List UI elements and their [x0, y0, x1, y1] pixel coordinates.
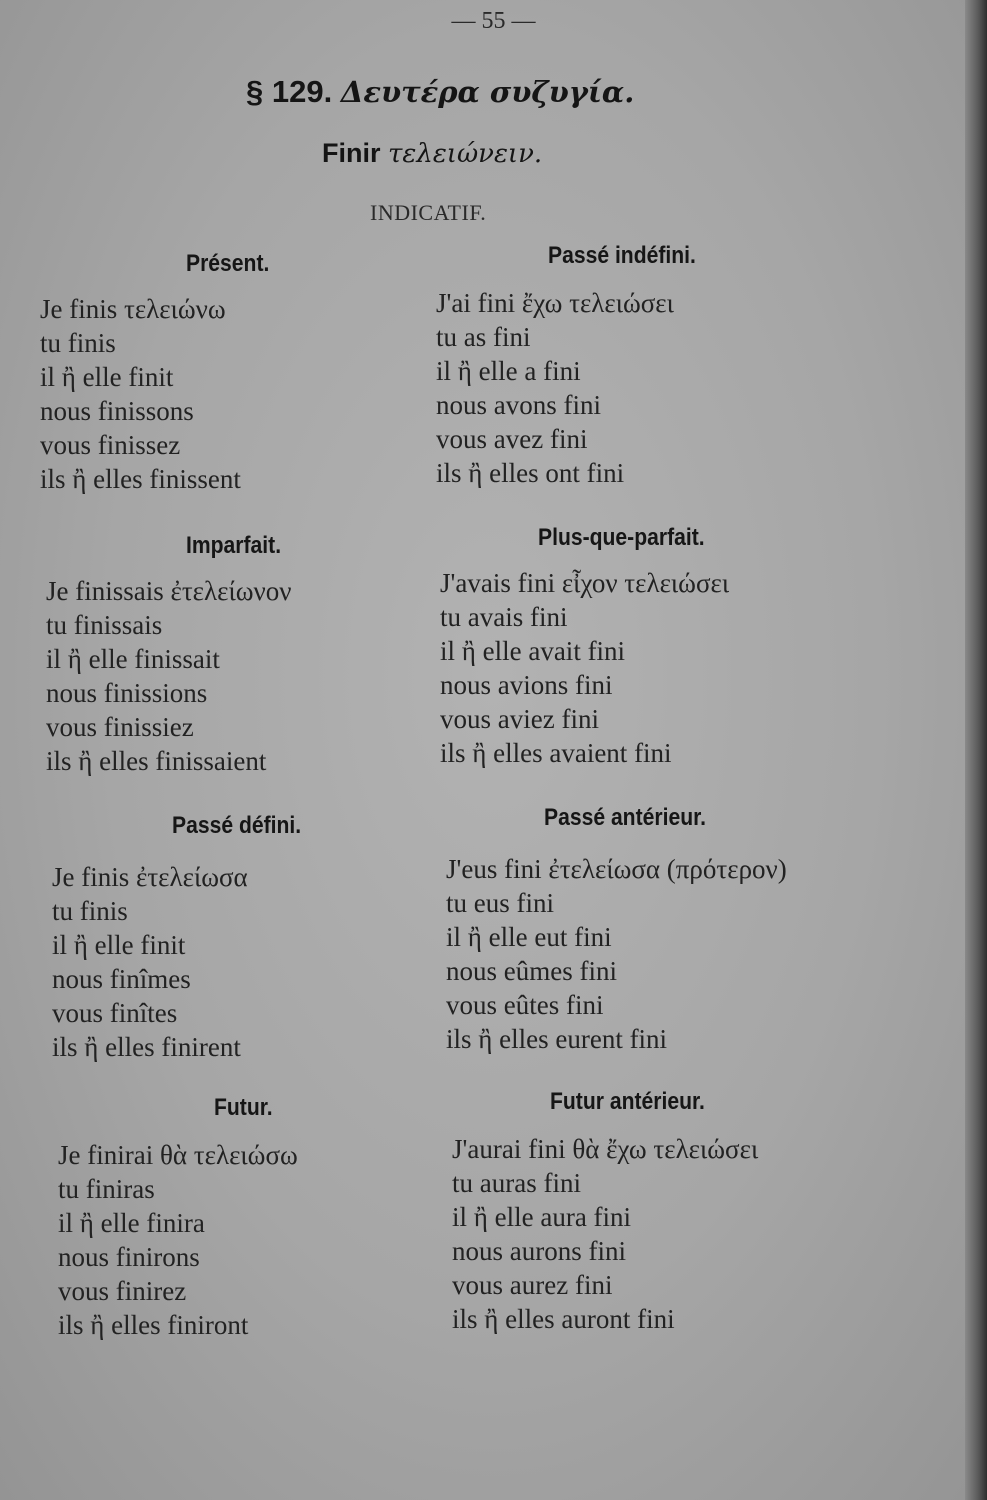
tense-heading-present: Présent.: [186, 250, 270, 277]
conjugation-line: tu finiras: [58, 1174, 155, 1204]
tense-heading-futur: Futur.: [214, 1094, 273, 1121]
section-heading: [246, 74, 634, 110]
conjugation-futur-anterieur: [452, 1132, 758, 1336]
tense-heading-passe-anterieur: Passé antérieur.: [544, 804, 707, 831]
conjugation-line: il ἢ elle eut fini: [446, 922, 612, 952]
conjugation-line: il ἢ elle avait fini: [440, 636, 626, 666]
conjugation-line: il ἢ elle finissait: [46, 644, 220, 674]
conjugation-line: vous finirez: [58, 1276, 187, 1306]
conjugation-line: vous avez fini: [436, 424, 588, 454]
conjugation-line: tu as fini: [436, 322, 531, 352]
conjugation-imparfait: [46, 574, 291, 778]
conjugation-line: vous finissiez: [46, 712, 194, 742]
conjugation-line: ils ἢ elles auront fini: [452, 1304, 675, 1334]
conjugation-plus-que-parfait: [440, 566, 729, 770]
conjugation-line: nous eûmes fini: [446, 956, 617, 986]
conjugation-line: il ἢ elle finit: [40, 362, 174, 392]
conjugation-line: nous finîmes: [52, 964, 191, 994]
conjugation-line: ils ἢ elles ont fini: [436, 458, 625, 488]
conjugation-line: Je finissais ἐτελείωνον: [46, 576, 292, 606]
conjugation-line: J'aurai fini θὰ ἔχω τελειώσει: [452, 1134, 759, 1164]
mood-label: INDICATIF.: [370, 200, 487, 225]
conjugation-line: il ἢ elle aura fini: [452, 1202, 632, 1232]
conjugation-line: tu eus fini: [446, 888, 554, 918]
tense-heading-futur-anterieur: Futur antérieur.: [550, 1088, 705, 1115]
conjugation-line: ils ἢ elles finirent: [52, 1032, 241, 1062]
conjugation-line: il ἢ elle finit: [52, 930, 186, 960]
conjugation-line: vous eûtes fini: [446, 990, 604, 1020]
section-title-greek: Δευτέρα συζυγία.: [340, 75, 635, 109]
conjugation-line: J'ai fini ἔχω τελειώσει: [436, 288, 674, 318]
conjugation-line: tu auras fini: [452, 1168, 581, 1198]
conjugation-line: ils ἢ elles finissaient: [46, 746, 267, 776]
conjugation-line: nous finissons: [40, 396, 194, 426]
conjugation-line: vous aurez fini: [452, 1270, 613, 1300]
conjugation-line: tu finis: [52, 896, 128, 926]
conjugation-line: nous finirons: [58, 1242, 200, 1272]
conjugation-line: Je finirai θὰ τελειώσω: [58, 1140, 298, 1170]
verb-french: Finir: [322, 138, 381, 168]
conjugation-line: nous finissions: [46, 678, 208, 708]
conjugation-line: Je finis ἐτελείωσα: [52, 862, 248, 892]
conjugation-present: [40, 292, 241, 496]
page-number: — 55 —: [451, 8, 536, 34]
conjugation-line: nous avons fini: [436, 390, 601, 420]
conjugation-line: ils ἢ elles eurent fini: [446, 1024, 668, 1054]
tense-heading-plus-que-parfait: Plus-que-parfait.: [538, 524, 705, 551]
conjugation-line: nous aurons fini: [452, 1236, 626, 1266]
conjugation-line: vous finissez: [40, 430, 181, 460]
conjugation-line: tu finissais: [46, 610, 163, 640]
conjugation-line: J'avais fini εἶχον τελειώσει: [440, 568, 730, 598]
conjugation-line: vous finîtes: [52, 998, 178, 1028]
conjugation-line: Je finis τελειώνω: [40, 294, 226, 324]
verb-greek: τελειώνειν.: [388, 139, 543, 169]
conjugation-passe-defini: [52, 860, 248, 1064]
conjugation-line: ils ἢ elles finissent: [40, 464, 241, 494]
tense-heading-passe-defini: Passé défini.: [172, 812, 302, 839]
conjugation-line: nous avions fini: [440, 670, 613, 700]
conjugation-line: tu finis: [40, 328, 116, 358]
conjugation-line: tu avais fini: [440, 602, 568, 632]
conjugation-passe-indefini: [436, 286, 674, 490]
tense-heading-imparfait: Imparfait.: [186, 532, 282, 559]
verb-heading: [322, 138, 542, 169]
conjugation-futur: [58, 1138, 298, 1342]
conjugation-line: ils ἢ elles avaient fini: [440, 738, 672, 768]
page-edge-shadow: [965, 0, 987, 1500]
conjugation-line: ils ἢ elles finiront: [58, 1310, 249, 1340]
conjugation-line: il ἢ elle finira: [58, 1208, 205, 1238]
conjugation-line: J'eus fini ἐτελείωσα (πρότερον): [446, 854, 787, 884]
section-number: § 129.: [246, 74, 333, 109]
conjugation-passe-anterieur: [446, 852, 787, 1056]
conjugation-line: il ἢ elle a fini: [436, 356, 581, 386]
tense-heading-passe-indefini: Passé indéfini.: [548, 242, 696, 269]
conjugation-line: vous aviez fini: [440, 704, 599, 734]
